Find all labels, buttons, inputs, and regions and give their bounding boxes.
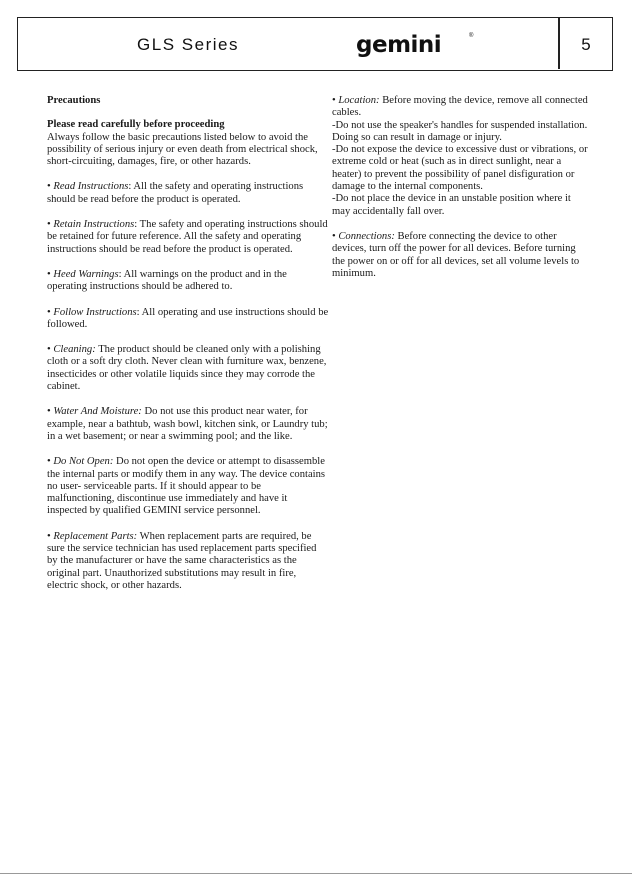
- item-text: : All operating and use instructions should be followed.: [47, 306, 329, 330]
- location-line: -Do not use the speaker's handles for suspended installation.: [332, 119, 588, 131]
- item-lead: Water And Moisture:: [53, 406, 142, 418]
- item-text: Before connecting the device to other devices, turn off the power for all devices. Before turning the power on or off for all devices, set all volume levels to minimum.: [332, 230, 580, 279]
- page-bottom-rule: [0, 873, 632, 874]
- page-header: [17, 17, 613, 71]
- bullet: •: [47, 456, 54, 468]
- page-number: 5: [581, 35, 591, 54]
- bullet: •: [47, 530, 54, 542]
- bullet: •: [332, 95, 339, 106]
- do-not-open-item: [47, 456, 329, 517]
- item-text: Before moving the device, remove all connected cables.: [332, 95, 588, 119]
- heed-warnings-item: [47, 269, 329, 294]
- item-text: Do not use this product near water, for example, near a bathtub, wash bowl, kitchen sink, or Laundry tub; in a wet basement; or near a swimming pool; and the like.: [47, 406, 328, 442]
- read-instructions-item: [47, 181, 329, 206]
- location-line: Doing so can result in damage or injury.: [332, 131, 502, 143]
- series-title: GLS Series: [137, 35, 239, 54]
- item-lead: Retain Instructions: [53, 219, 135, 231]
- registered-mark: ®: [469, 33, 474, 39]
- intro-paragraph: Always follow the basic precautions listed below to avoid the possibility of serious injury or even death from electrical shock, short-circuiting, damages, fire, or other hazards.: [47, 131, 318, 168]
- item-lead: Connections:: [338, 230, 395, 242]
- cleaning-item: [47, 344, 329, 393]
- bullet: •: [332, 230, 339, 242]
- left-column: [47, 95, 329, 605]
- bullet: •: [47, 268, 54, 280]
- item-text: When replacement parts are required, be sure the service technician has used replacement parts specified by the manufacturer or have the same characteristics as the original part. Unauthorized substitutions may result in fire, electric shock, or other hazards.: [47, 530, 317, 591]
- right-column: [332, 95, 588, 293]
- item-lead: Location:: [338, 95, 380, 106]
- item-text: The product should be cleaned only with a polishing cloth or a soft dry cloth. Never clean with furniture wax, benzene, insecticides or other volatile liquids since they may corrode the cabinet.: [47, 344, 327, 393]
- replacement-parts-item: [47, 531, 329, 592]
- item-text: : All warnings on the product and in the operating instructions should be adhered to.: [47, 268, 287, 293]
- read-carefully-subheading: Please read carefully before proceeding: [47, 119, 225, 131]
- location-line: -Do not expose the device to excessive dust or vibrations, or extreme cold or heat (such as in direct sunlight, near a heater) to prevent the possibility of panel disfiguration or damage to the internal components.: [332, 144, 588, 193]
- item-lead: Do Not Open:: [53, 456, 114, 468]
- bullet: •: [47, 219, 54, 231]
- bullet: •: [47, 344, 54, 356]
- item-lead: Heed Warnings: [53, 268, 119, 280]
- item-lead: Replacement Parts:: [53, 530, 138, 542]
- connections-item: [332, 231, 588, 280]
- bullet: •: [47, 306, 54, 318]
- precautions-heading: Precautions: [47, 95, 101, 106]
- item-text: : All the safety and operating instructions should be read before the product is operated.: [47, 181, 304, 205]
- bullet: •: [47, 406, 54, 418]
- location-line: -Do not place the device in an unstable position where it may accidentally fall over.: [332, 193, 571, 217]
- item-lead: Read Instructions: [53, 181, 129, 193]
- location-item: [332, 95, 588, 120]
- item-text: Do not open the device or attempt to disassemble the internal parts or modify them in any way. The device contains no user- serviceable parts. If it should appear to be malfunctioning, discontinue use immediately and have it inspected by qualified GEMINI service personnel.: [47, 456, 326, 517]
- retain-instructions-item: [47, 219, 329, 256]
- bullet: •: [47, 181, 54, 193]
- item-lead: Follow Instructions: [53, 306, 137, 318]
- gemini-logo: gemini: [356, 32, 442, 58]
- item-lead: Cleaning:: [53, 344, 96, 356]
- water-moisture-item: [47, 406, 329, 443]
- follow-instructions-item: [47, 307, 329, 332]
- item-text: : The safety and operating instructions should be retained for future reference. All the safety and operating instructions should be read before the product is operated.: [47, 219, 328, 255]
